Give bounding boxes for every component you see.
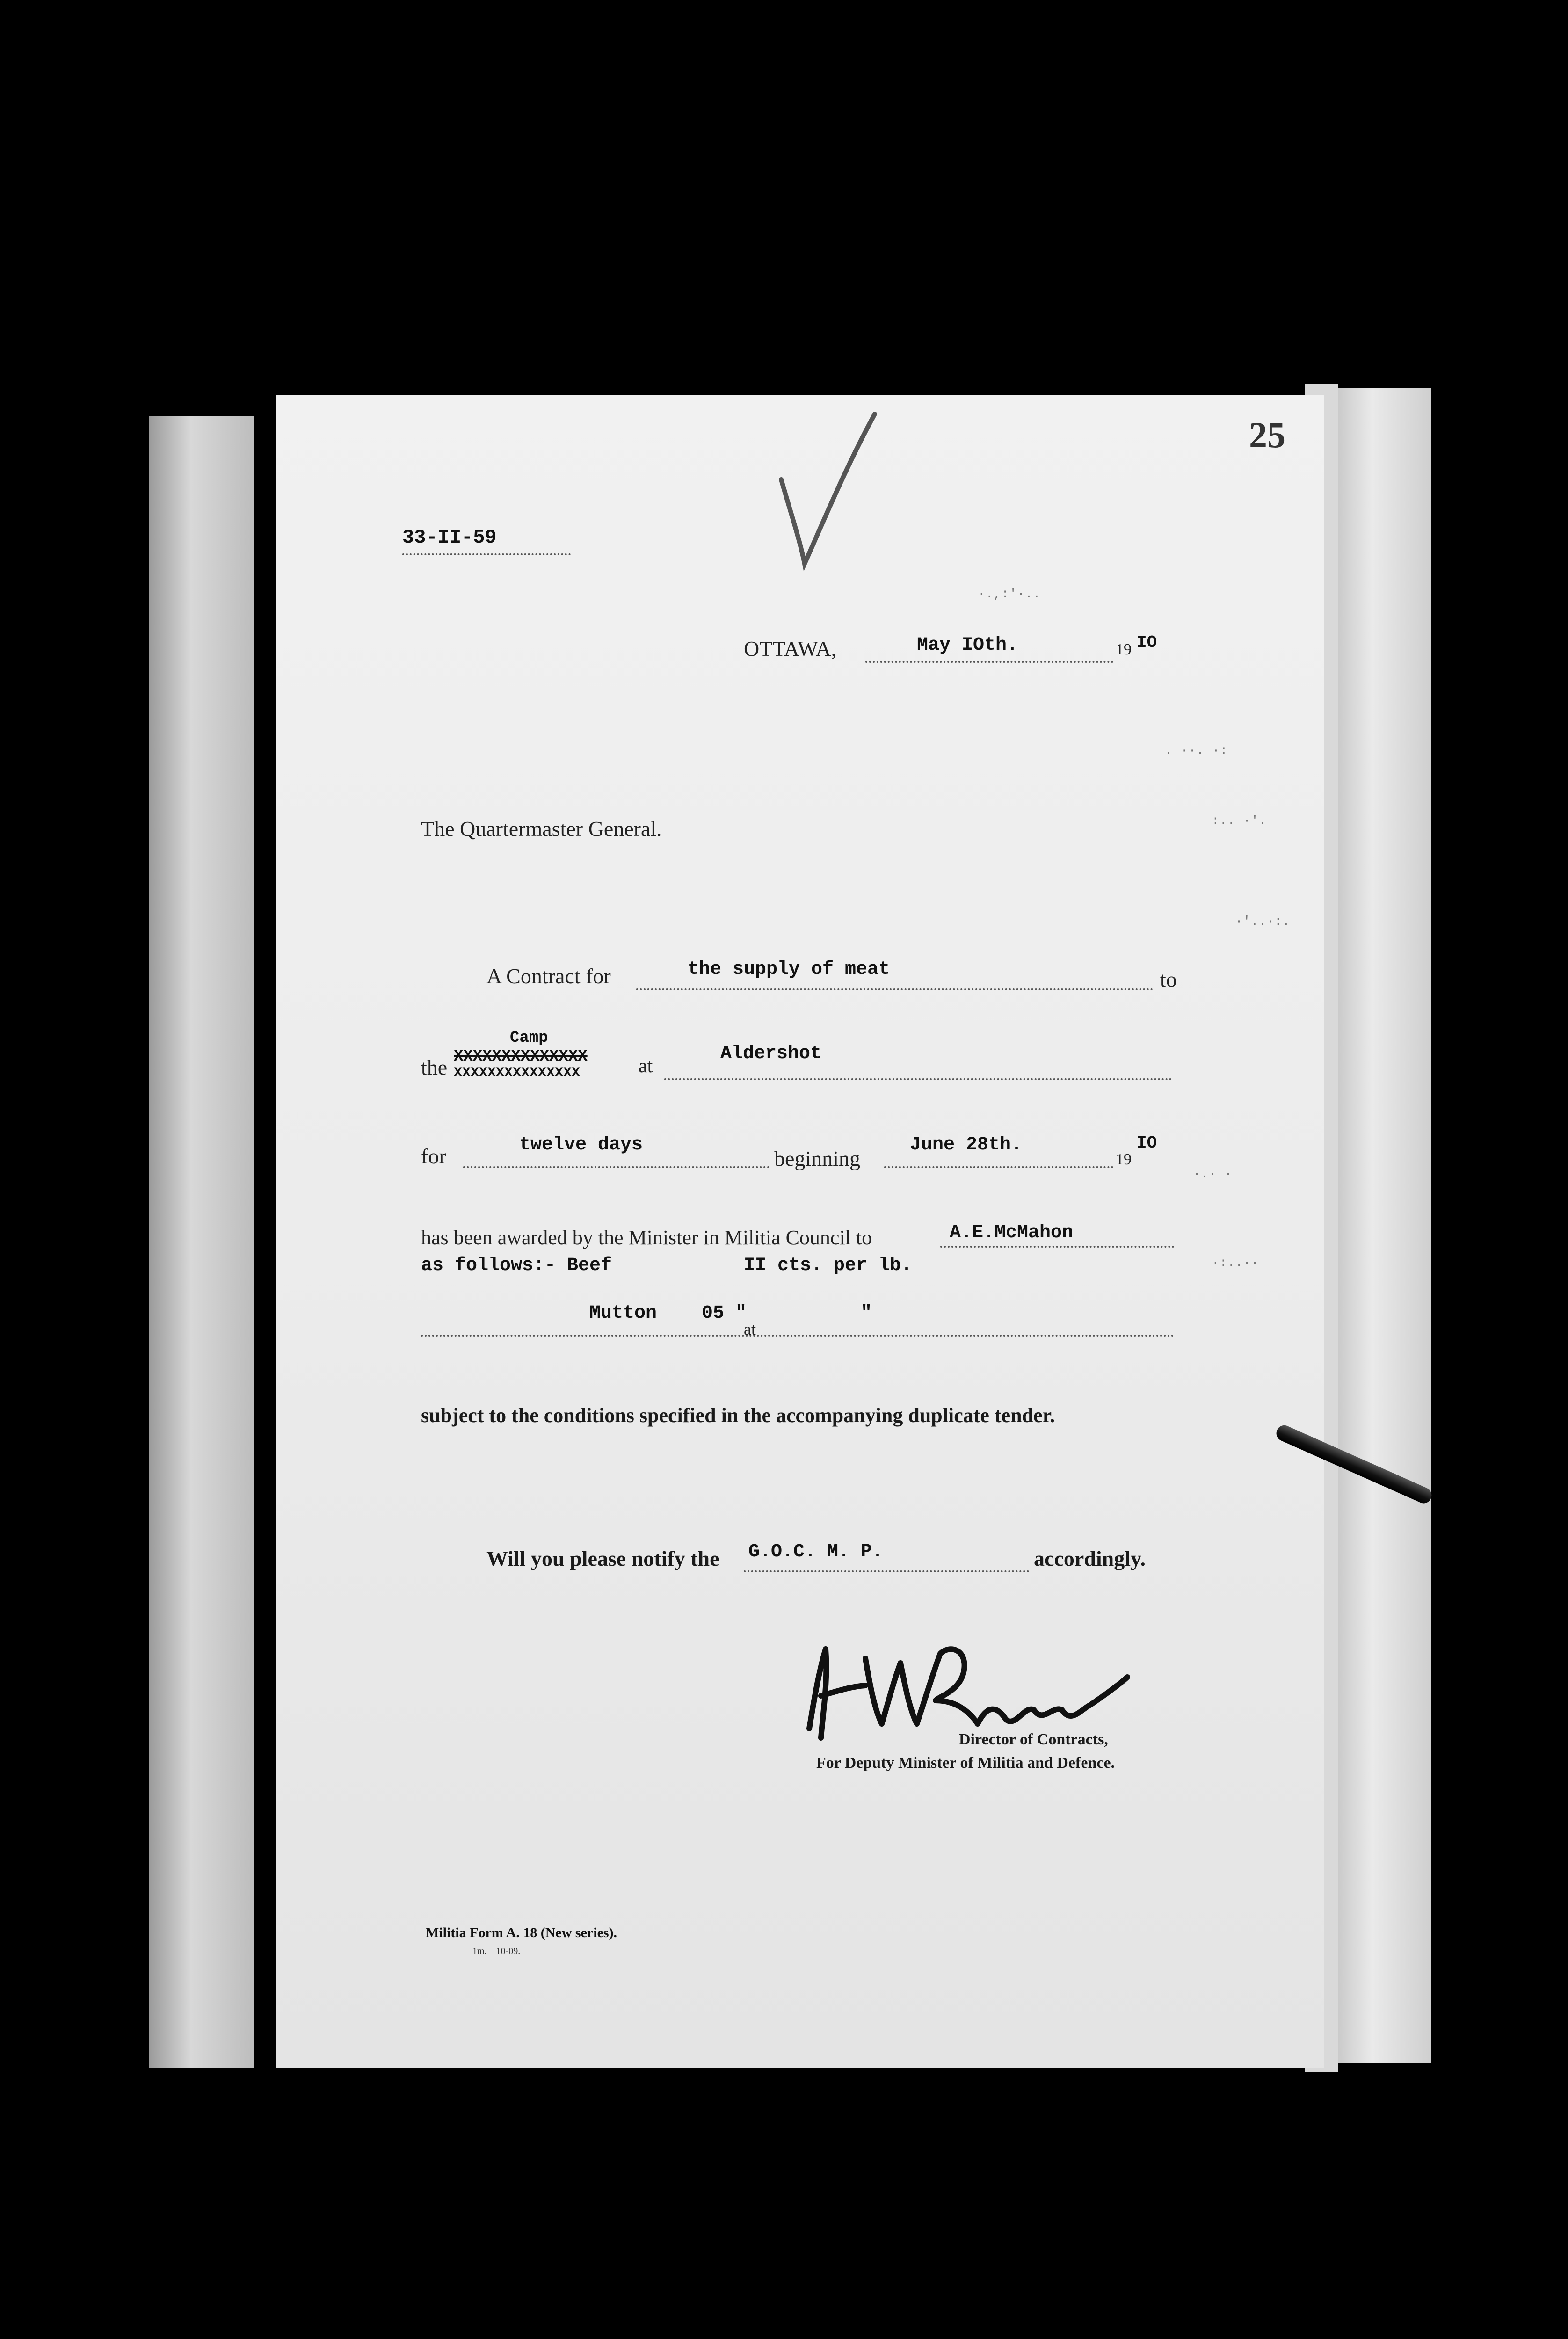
location: Aldershot bbox=[720, 1043, 822, 1064]
form-print-info: 1m.—10-09. bbox=[472, 1946, 521, 1956]
bleed-through-mark: ·.,:'·.. bbox=[978, 587, 1041, 602]
document-page bbox=[276, 395, 1324, 2068]
award-text: has been awarded by the Minister in Militia Council to bbox=[421, 1226, 872, 1249]
file-reference: 33-II-59 bbox=[402, 526, 497, 549]
year-prefix: 19 bbox=[1116, 641, 1132, 658]
folded-page-right bbox=[1324, 388, 1431, 2063]
as-follows: as follows:- Beef bbox=[421, 1255, 612, 1276]
at-word-2: at bbox=[744, 1320, 756, 1338]
start-year-prefix: 19 bbox=[1116, 1151, 1132, 1168]
start-year: IO bbox=[1137, 1133, 1157, 1153]
bleed-through-mark: ·'..·:. bbox=[1235, 915, 1290, 929]
signature-title-2: For Deputy Minister of Militia and Defence. bbox=[816, 1754, 1115, 1772]
addressee: The Quartermaster General. bbox=[421, 817, 662, 841]
signature-title-1: Director of Contracts, bbox=[959, 1731, 1108, 1748]
mutton-rate: 05 " bbox=[702, 1303, 747, 1324]
checkmark-icon bbox=[772, 409, 879, 592]
location-line bbox=[664, 1078, 1172, 1080]
beef-rate: II cts. per lb. bbox=[744, 1255, 913, 1276]
for-word: for bbox=[421, 1144, 446, 1168]
bleed-through-mark: . ··. ·: bbox=[1165, 744, 1228, 758]
form-number: Militia Form A. 18 (New series). bbox=[426, 1925, 617, 1940]
notify-line bbox=[744, 1570, 1029, 1572]
period-line bbox=[463, 1166, 769, 1168]
the-word: the bbox=[421, 1055, 448, 1079]
folded-page-left bbox=[149, 416, 254, 2068]
letter-year: IO bbox=[1137, 633, 1157, 652]
start-date-line bbox=[884, 1166, 1113, 1168]
rate-line bbox=[421, 1335, 1174, 1337]
file-ref-underline bbox=[402, 553, 571, 555]
notify-prefix: Will you please notify the bbox=[486, 1547, 719, 1570]
bleed-through-mark: :.. ·'. bbox=[1212, 814, 1267, 828]
contract-subject: the supply of meat bbox=[688, 959, 890, 980]
awardee: A.E.McMahon bbox=[950, 1222, 1074, 1243]
mutton-label: Mutton bbox=[589, 1303, 657, 1324]
struck-out-text-2: XXXXXXXXXXXXXXX bbox=[454, 1065, 581, 1081]
notify-suffix: accordingly. bbox=[1034, 1547, 1146, 1570]
letter-date: May IOth. bbox=[917, 635, 1018, 656]
beginning-word: beginning bbox=[774, 1147, 860, 1170]
bleed-through-mark: ·:..·· bbox=[1212, 1256, 1259, 1271]
date-line bbox=[865, 661, 1113, 663]
struck-out-text: XXXXXXXXXXXXXX bbox=[454, 1048, 588, 1066]
bleed-through-mark: ·.· · bbox=[1193, 1167, 1233, 1182]
to-word: to bbox=[1160, 967, 1177, 991]
awardee-line bbox=[940, 1246, 1174, 1248]
notify-recipient: G.O.C. M. P. bbox=[748, 1541, 884, 1562]
place-name: OTTAWA, bbox=[744, 637, 837, 661]
contract-period: twelve days bbox=[519, 1134, 643, 1155]
contract-intro: A Contract for bbox=[486, 964, 611, 988]
contract-subject-line bbox=[636, 988, 1153, 990]
page-number: 25 bbox=[1249, 414, 1285, 455]
unit-typed: Camp bbox=[510, 1029, 548, 1047]
mutton-rate-ditto: " bbox=[861, 1303, 872, 1324]
start-date: June 28th. bbox=[910, 1134, 1023, 1155]
at-word: at bbox=[639, 1055, 653, 1077]
conditions-text: subject to the conditions specified in the accompanying duplicate tender. bbox=[421, 1404, 1055, 1427]
